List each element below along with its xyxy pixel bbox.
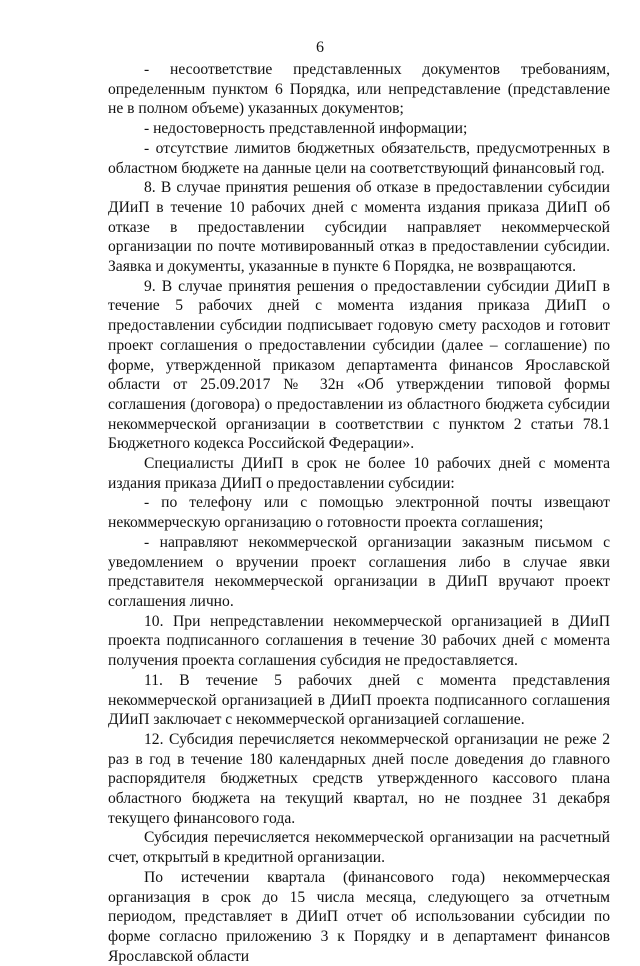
paragraph: - отсутствие лимитов бюджетных обязательств, предусмотренных в областном бюджете на данные цели на соответствующий финансовый год. <box>108 139 610 177</box>
paragraph: 8. В случае принятия решения об отказе в предоставлении субсидии ДИиП в течение 10 рабочих дней с момента издания приказа ДИиП об отказе в предоставлении субсидии направляет некоммерческой организации по почте мотивированный отказ в предоставлении субсидии. Заявка и документы, указанные в пункте 6 Порядка, не возвращаются. <box>108 179 610 276</box>
paragraph: 9. В случае принятия решения о предоставлении субсидии ДИиП в течение 5 рабочих дней с момента издания приказа ДИиП о предоставлении субсидии подписывает годовую смету расходов и готовит проект соглашения о предоставлении субсидии (далее – соглашение) по форме, утвержденной приказом департамента финансов Ярославской области от 25.09.2017 № 32н «Об утверждении типовой формы соглашения (договора) о предоставлении из областного бюджета субсидии некоммерческой организации в соответствии с пунктом 2 статьи 78.1 Бюджетного кодекса Российской Федерации». <box>108 277 610 453</box>
paragraph: - направляют некоммерческой организации заказным письмом с уведомлением о вручении проект соглашения либо в случае явки представителя некоммерческой организации в ДИиП вручают проект соглашения лично. <box>108 533 610 610</box>
paragraph: - недостоверность представленной информации; <box>144 120 468 138</box>
paragraph: 10. При непредставлении некоммерческой организацией в ДИиП проекта подписанного соглашения в течение 30 рабочих дней с момента получения проекта соглашения субсидия не предоставляется. <box>108 612 610 670</box>
paragraph: Специалисты ДИиП в срок не более 10 рабочих дней с момента издания приказа ДИиП о предоставлении субсидии: <box>108 455 610 492</box>
paragraph: 11. В течение 5 рабочих дней с момента представления некоммерческой организацией в ДИиП проекта подписанного соглашения ДИиП заключает с некоммерческой организацией соглашение. <box>108 671 610 729</box>
paragraph: - по телефону или с помощью электронной почты извещают некоммерческую организацию о готовности проекта соглашения; <box>108 494 610 532</box>
paragraph: 12. Субсидия перечисляется некоммерческой организации не реже 2 раз в год в течение 180 календарных дней после доведения до главного распорядителя бюджетных средств утвержденного кассового плана областного бюджета на текущий квартал, но не позднее 31 декабря текущего финансового года. <box>108 730 610 827</box>
page-number: 6 <box>316 39 324 56</box>
document-body <box>108 60 610 966</box>
paragraph: Субсидия перечисляется некоммерческой организации на расчетный счет, открытый в кредитной организации. <box>108 829 610 867</box>
paragraph: По истечении квартала (финансового года) некоммерческая организация в срок до 15 числа месяца, следующего за отчетным периодом, представляет в ДИиП отчет об использовании субсидии по форме согласно приложению 3 к Порядку и в департамент финансов Ярославской области <box>108 868 610 965</box>
paragraph: - несоответствие представленных документов требованиям, определенным пунктом 6 Порядка, или непредставление (представление не в полном объеме) указанных документов; <box>108 61 610 118</box>
